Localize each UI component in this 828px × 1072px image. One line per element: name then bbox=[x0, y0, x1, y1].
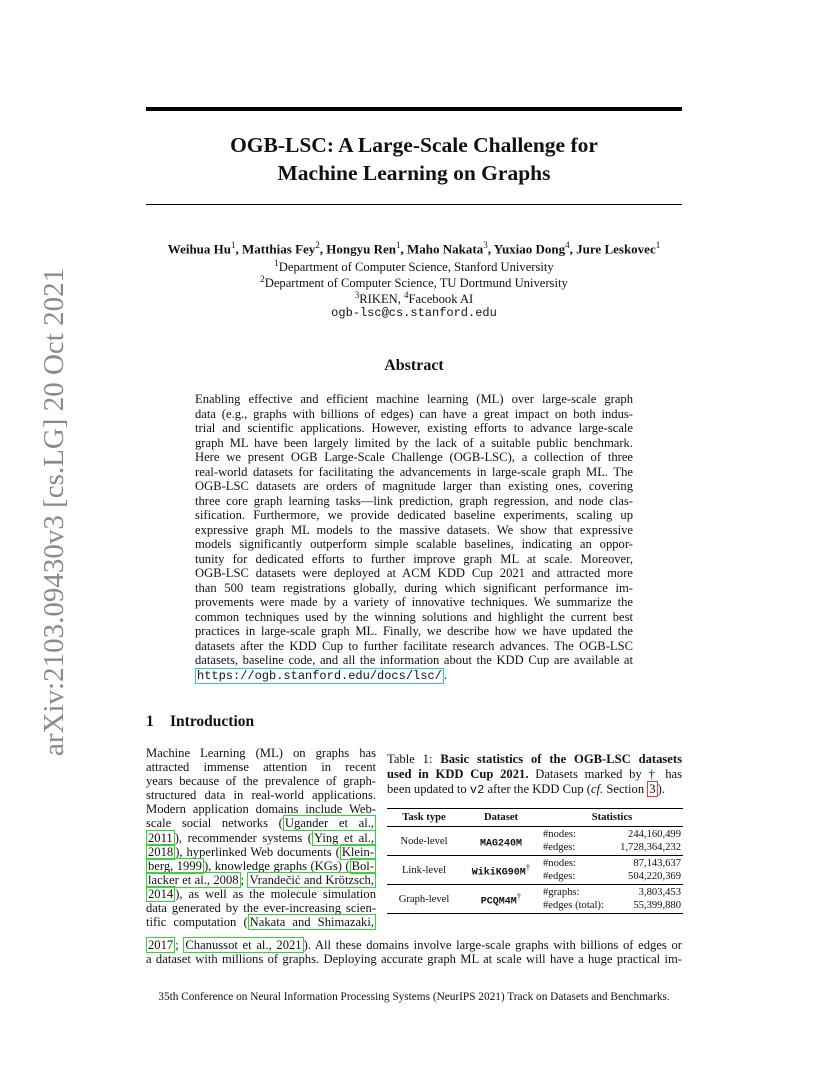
author-sup: 1 bbox=[655, 240, 661, 250]
intro-line: data generated by the ever-increasing scien- bbox=[146, 901, 376, 916]
stat-keys bbox=[541, 885, 612, 914]
abstract-line: trial and scientific applications. However, existing efforts to advance large-scale bbox=[195, 421, 633, 435]
author: Jure Leskovec bbox=[576, 241, 656, 257]
intro-line: structured data in real-world applications. bbox=[146, 788, 376, 803]
stat-key: #graphs: bbox=[543, 887, 580, 898]
stat-value: 244,160,499 bbox=[628, 829, 681, 840]
citation-link[interactable]: Nakata and Shimazaki, bbox=[249, 915, 374, 930]
abstract-line: provements were made by a variety of innovative techniques. We summarize the bbox=[195, 595, 633, 609]
abstract-line: three core graph learning tasks—link prediction, graph regression, and node clas- bbox=[195, 493, 633, 508]
abstract-line: datasets, baseline code, and all the information about the KDD Cup are available at bbox=[195, 653, 633, 667]
conference-footer: 35th Conference on Neural Information Processing Systems (NeurIPS 2021) Track on Datasets and Benchmarks. bbox=[158, 991, 670, 1003]
abstract-line: common techniques used by the winning solutions and highlight the current best bbox=[195, 609, 633, 624]
intro-line bbox=[146, 938, 682, 952]
affiliation-3 bbox=[146, 290, 682, 307]
intro-column bbox=[146, 746, 376, 929]
citation-link[interactable]: lacker et al., 2008 bbox=[148, 872, 239, 887]
abstract-line: expressive graph ML models to the massive datasets. We show that expressive bbox=[195, 522, 633, 537]
title-line-2: Machine Learning on Graphs bbox=[277, 161, 551, 185]
dataset-name: WikiKG90M bbox=[471, 867, 526, 879]
citation-link[interactable]: Ugander et al., bbox=[284, 816, 374, 831]
abstract-line: models significantly outperform simple scalable baselines, indicating an oppor- bbox=[195, 537, 633, 551]
intro-line bbox=[146, 887, 376, 901]
stat-value: 504,220,369 bbox=[628, 871, 681, 882]
table-header-row bbox=[387, 809, 683, 827]
affil-text: Department of Computer Science, TU Dortmund University bbox=[264, 276, 568, 291]
stat-value: 55,399,880 bbox=[633, 900, 681, 911]
dagger-mark: † bbox=[516, 890, 522, 901]
citation-link[interactable]: Chanussot et al., 2021 bbox=[185, 938, 302, 952]
dataset-cell bbox=[461, 885, 541, 914]
affil-text: Facebook AI bbox=[408, 292, 474, 307]
stat-key: #edges (total): bbox=[543, 900, 604, 911]
intro-line bbox=[146, 845, 376, 859]
dataset-name: MAG240M bbox=[479, 838, 522, 850]
text: ; bbox=[175, 938, 184, 952]
text: Basic statistics of the OGB-LSC datasets bbox=[440, 752, 682, 766]
citation-link[interactable]: 2017 bbox=[148, 938, 174, 952]
author: Yuxiao Dong bbox=[493, 241, 566, 257]
author-sup: 1 bbox=[396, 240, 401, 250]
text: ). bbox=[657, 782, 665, 796]
header-cell: Task type bbox=[387, 809, 461, 827]
stats-table bbox=[387, 808, 683, 914]
header-cell: Dataset bbox=[461, 809, 541, 827]
text: used in KDD Cup 2021. bbox=[387, 767, 529, 781]
abstract-line: sification. Furthermore, we provide dedicated baseline experiments, scaling up bbox=[195, 508, 633, 522]
text: ), hyperlinked Web documents ( bbox=[175, 844, 340, 859]
abstract-line: than 500 team registrations globally, during which significant performance im- bbox=[195, 580, 633, 595]
caption-line bbox=[387, 782, 682, 798]
abstract-url-link[interactable]: https://ogb.stanford.edu/docs/lsc/ bbox=[197, 668, 442, 683]
abstract-line bbox=[195, 668, 633, 684]
affil-text: RIKEN, bbox=[359, 292, 405, 307]
arxiv-stamp: arXiv:2103.09430v3 [cs.LG] 20 Oct 2021 bbox=[38, 267, 70, 756]
stat-value: 87,143,637 bbox=[633, 858, 681, 869]
table-row bbox=[387, 885, 683, 914]
table-caption bbox=[387, 752, 682, 798]
stat-key: #nodes: bbox=[543, 858, 576, 869]
abstract-body bbox=[195, 392, 633, 683]
affil-sup: 2 bbox=[260, 274, 265, 284]
author: Hongyu Ren bbox=[326, 241, 397, 257]
text: v2 bbox=[469, 783, 485, 797]
dagger-mark: † bbox=[525, 861, 531, 872]
author-sup: 2 bbox=[315, 240, 320, 250]
citation-link[interactable]: Klein- bbox=[341, 844, 374, 859]
citation-link[interactable]: Vrandečić and Krötzsch, bbox=[249, 872, 374, 887]
affiliation-2 bbox=[146, 274, 682, 291]
paper-title bbox=[146, 131, 682, 187]
caption-line bbox=[387, 752, 682, 767]
abstract-line: Enabling effective and efficient machine learning (ML) over large-scale graph bbox=[195, 392, 633, 406]
author-sup: 4 bbox=[565, 240, 570, 250]
intro-line bbox=[146, 915, 376, 929]
author-sup: 1 bbox=[231, 240, 236, 250]
text: after the KDD Cup ( bbox=[484, 782, 591, 796]
text: ; bbox=[240, 872, 248, 887]
abstract-line: datasets after the KDD Cup to further facilitate research advances. The OGB-LSC bbox=[195, 638, 633, 653]
author-sup: 3 bbox=[483, 240, 488, 250]
text: tific computation ( bbox=[146, 915, 248, 930]
dataset-name: PCQM4M bbox=[480, 896, 517, 908]
abstract-line: OGB-LSC datasets were deployed at ACM KDD Cup 2021 and attracted more bbox=[195, 566, 633, 580]
stat-keys bbox=[541, 856, 612, 885]
intro-line: years because of the prevalence of graph- bbox=[146, 774, 376, 789]
stat-value: 1,728,364,232 bbox=[620, 842, 681, 853]
text: ). All these domains involve large-scale graphs with billions of edges or bbox=[303, 938, 682, 952]
intro-line bbox=[146, 816, 376, 830]
task-cell: Node-level bbox=[387, 827, 461, 856]
intro-line: a dataset with millions of graphs. Deploying accurate graph ML at scale will have a huge practical im- bbox=[146, 952, 682, 967]
text: ), as well as the molecule simulation bbox=[175, 886, 376, 901]
header-cell: Statistics bbox=[541, 809, 683, 827]
abstract-line: real-world datasets for facilitating the advancements in large-scale graph ML. The bbox=[195, 464, 633, 479]
text: Section bbox=[603, 782, 648, 796]
citation-link[interactable]: Bol- bbox=[351, 858, 374, 873]
intro-line bbox=[146, 873, 376, 887]
stat-values bbox=[612, 885, 683, 914]
text: Datasets marked by † has bbox=[528, 767, 682, 781]
author: Maho Nakata bbox=[407, 241, 484, 257]
section-heading bbox=[146, 713, 254, 731]
affil-text: Department of Computer Science, Stanford University bbox=[278, 260, 554, 275]
text: scale social networks ( bbox=[146, 816, 283, 831]
stat-key: #edges: bbox=[543, 842, 576, 853]
section-number: 1 bbox=[146, 713, 154, 730]
title-bottom-rule bbox=[146, 204, 682, 205]
abstract-line: OGB-LSC datasets are orders of magnitude larger than existing ones, covering bbox=[195, 479, 633, 493]
affiliation-1 bbox=[146, 258, 682, 275]
author: Weihua Hu bbox=[167, 241, 231, 257]
dataset-cell bbox=[461, 827, 541, 856]
stat-values bbox=[612, 827, 683, 856]
table-row bbox=[387, 856, 683, 885]
abstract-line: practices in large-scale graph ML. Finally, we describe how we have updated the bbox=[195, 624, 633, 638]
intro-line: attracted immense attention in recent bbox=[146, 760, 376, 775]
citation-link[interactable]: berg, 1999 bbox=[148, 858, 202, 873]
caption-line bbox=[387, 767, 682, 782]
stat-value: 3,803,453 bbox=[638, 887, 681, 898]
text: Table 1: bbox=[387, 752, 441, 766]
author: Matthias Fey bbox=[242, 241, 316, 257]
text: cf. bbox=[590, 782, 604, 796]
text: ), recommender systems ( bbox=[174, 830, 312, 845]
abstract-line: Here we present OGB Large-Scale Challenge (OGB-LSC), a collection of three bbox=[195, 450, 633, 464]
table-row bbox=[387, 827, 683, 856]
affil-sup: 1 bbox=[274, 258, 279, 268]
stat-key: #edges: bbox=[543, 871, 576, 882]
citation-link[interactable]: 2014 bbox=[148, 886, 174, 901]
text: . bbox=[443, 667, 447, 682]
title-line-1: OGB-LSC: A Large-Scale Challenge for bbox=[230, 133, 598, 157]
abstract-heading: Abstract bbox=[384, 357, 444, 374]
stat-key: #nodes: bbox=[543, 829, 576, 840]
stat-keys bbox=[541, 827, 612, 856]
stat-values bbox=[612, 856, 683, 885]
intro-line bbox=[146, 831, 376, 845]
dataset-cell bbox=[461, 856, 541, 885]
abstract-line: data (e.g., graphs with billions of edges) can have a great impact on both indus- bbox=[195, 406, 633, 421]
citation-link[interactable]: 2011 bbox=[148, 830, 173, 845]
section-ref-link[interactable]: 3 bbox=[649, 782, 656, 796]
affil-sup: 4 bbox=[404, 290, 409, 300]
intro-line bbox=[146, 859, 376, 873]
text: ), knowledge graphs (KGs) ( bbox=[203, 858, 350, 873]
citation-link[interactable]: Ying et al., bbox=[313, 830, 374, 845]
section-title: Introduction bbox=[170, 713, 255, 730]
task-cell: Link-level bbox=[387, 856, 461, 885]
author-list: Weihua Hu$^1$, Matthias Fey$^2$, Hongyu Ren$^1$, Maho Nakata$^3$, Yuxiao Dong$^4$, Jure Leskovec$^1$ bbox=[167, 240, 661, 257]
abstract-line: graph ML have been largely limited by the lack of a suitable public benchmark. bbox=[195, 435, 633, 450]
intro-line: Modern application domains include Web- bbox=[146, 802, 376, 817]
text: been updated to bbox=[387, 782, 470, 796]
intro-wide bbox=[146, 938, 682, 966]
citation-link[interactable]: 2018 bbox=[148, 844, 174, 859]
abstract-line: tunity for dedicated efforts to further improve graph ML at scale. Moreover, bbox=[195, 551, 633, 566]
task-cell: Graph-level bbox=[387, 885, 461, 914]
intro-line: Machine Learning (ML) on graphs has bbox=[146, 746, 376, 760]
affil-sup: 3 bbox=[354, 290, 360, 300]
contact-email[interactable]: ogb-lsc@cs.stanford.edu bbox=[331, 306, 497, 320]
top-rule bbox=[146, 107, 682, 111]
